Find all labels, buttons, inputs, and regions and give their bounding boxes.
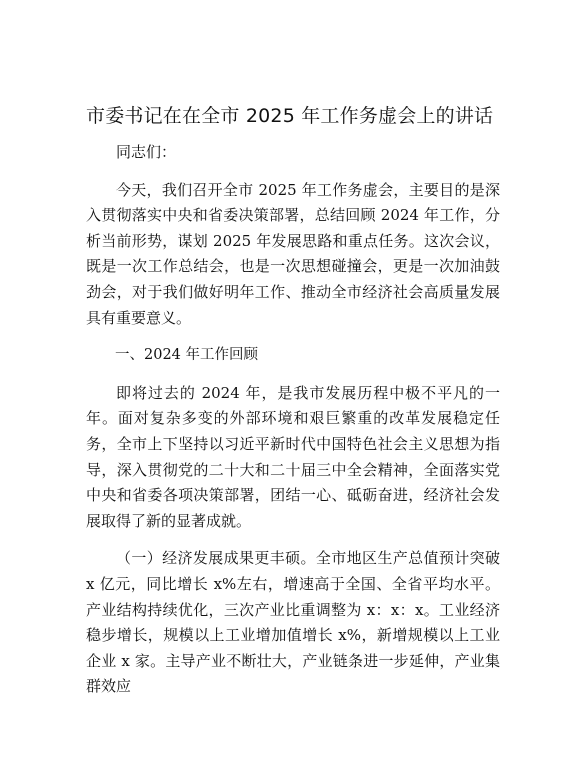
paragraph-economy: （一）经济发展成果更丰硕。全市地区生产总值预计突破 x 亿元，同比增长 x%左右，增速高于全国、全省平均水平。产业结构持续优化，三次产业比重调整为 x：x：x。工业经济稳步增长，规模以上工业增加值增长 x%，新增规模以上工业企业 x 家。主导产业不断壮大，产业链条进一步延伸，产业集群效应 [86, 549, 500, 696]
section-heading-1: 一、2024 年工作回顾 [115, 347, 259, 364]
document-body [86, 140, 500, 700]
paragraph-review: 即将过去的 2024 年，是我市发展历程中极不平凡的一年。面对复杂多变的外部环境和艰巨繁重的改革发展稳定任务，全市上下坚持以习近平新时代中国特色社会主义思想为指导，深入贯彻党的二十大和二十届三中全会精神，全面落实党中央和省委各项决策部署，团结一心、砥砺奋进，经济社会发展取得了新的显著成就。 [86, 383, 500, 530]
salutation: 同志们： [116, 143, 177, 161]
document-title: 市委书记在在全市 2025 年工作务虚会上的讲话 [86, 105, 494, 127]
paragraph-intro: 今天，我们召开全市 2025 年工作务虚会，主要目的是深入贯彻落实中央和省委决策部署，总结回顾 2024 年工作，分析当前形势，谋划 2025 年发展思路和重点任务。这次会议，既是一次工作总结会，也是一次思想碰撞会，更是一次加油鼓劲会，对于我们做好明年工作、推动全市经济社会高质量发展具有重要意义。 [86, 180, 500, 327]
